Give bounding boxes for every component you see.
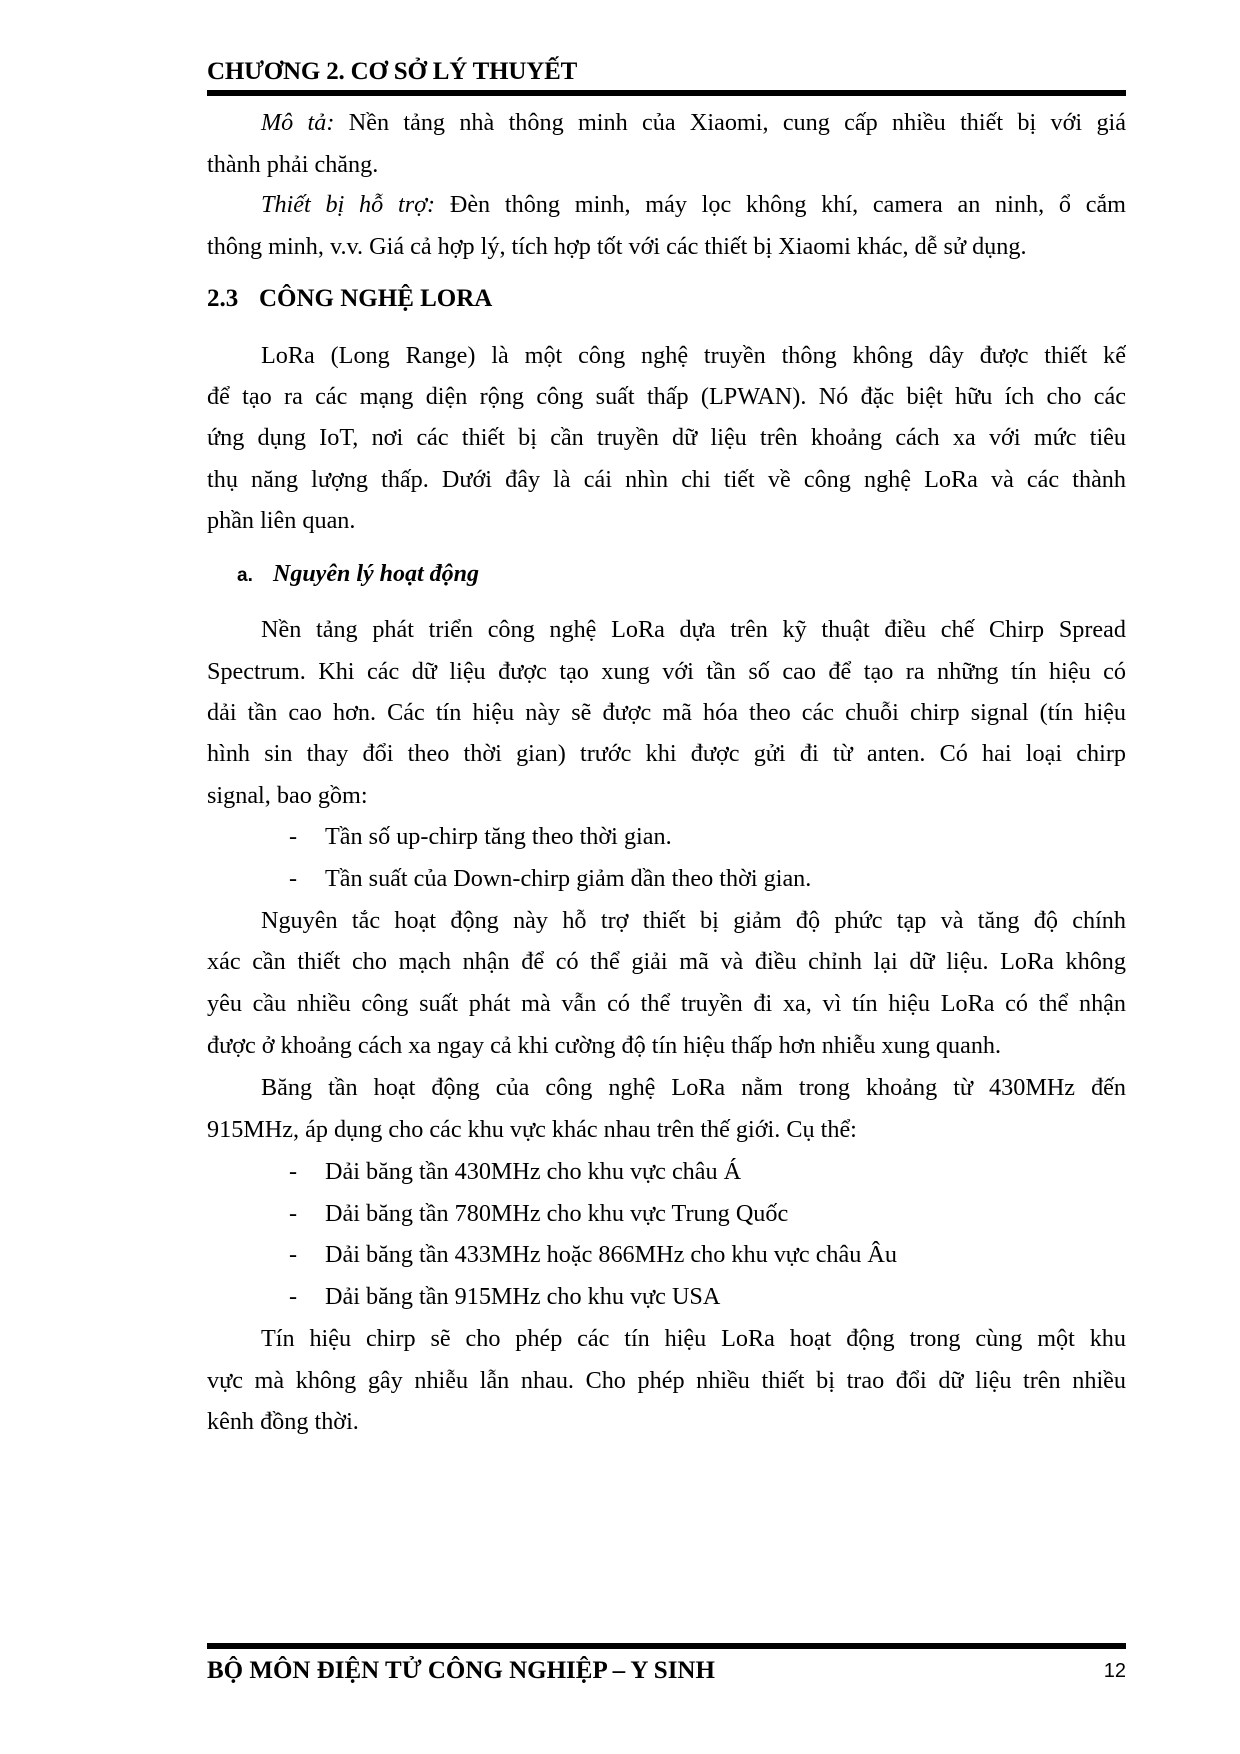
operation-para-line: yêu cầu nhiều công suất phát mà vẫn có thể truyền đi xa, vì tín hiệu LoRa có thể nhận [207,990,1126,1017]
devices-line-2: thông minh, v.v. Giá cả hợp lý, tích hợp tốt với các thiết bị Xiaomi khác, dễ sử dụng. [207,233,1027,260]
principle-para-line: dải tần cao hơn. Các tín hiệu này sẽ được mã hóa theo các chuỗi chirp signal (tín hiệu [207,699,1126,726]
chirp-para-line: kênh đồng thời. [207,1408,359,1435]
footer-department: BỘ MÔN ĐIỆN TỬ CÔNG NGHIỆP – Y SINH [207,1657,715,1684]
lora-intro-line: ứng dụng IoT, nơi các thiết bị cần truyền dữ liệu trên khoảng cách xa với mức tiêu [207,424,1126,451]
subsection-marker: a. [237,565,253,586]
section-title: CÔNG NGHỆ LORA [259,285,493,312]
lora-intro-line: để tạo ra các mạng diện rộng công suất thấp (LPWAN). Nó đặc biệt hữu ích cho các [207,383,1126,410]
band-list-item: - Dải băng tần 915MHz cho khu vực USA [289,1283,721,1310]
dash-bullet-icon: - [289,1241,298,1268]
description-line-1: Mô tả: Nền tảng nhà thông minh của Xiaomi, cung cấp nhiều thiết bị với giá [261,109,1126,136]
dash-bullet-icon: - [289,1158,298,1185]
principle-para-line: hình sin thay đổi theo thời gian) trước khi được gửi đi từ anten. Có hai loại chirp [207,740,1126,767]
description-label: Mô tả: [261,109,335,136]
band-list-item: - Dải băng tần 433MHz hoặc 866MHz cho khu vực châu Âu [289,1241,897,1268]
subsection-heading [237,561,479,588]
dash-bullet-icon: - [289,865,298,892]
devices-label: Thiết bị hỗ trợ: [261,191,436,218]
band-list-item: - Dải băng tần 430MHz cho khu vực châu Á [289,1158,742,1185]
devices-line-1: Thiết bị hỗ trợ: Đèn thông minh, máy lọc không khí, camera an ninh, ổ cắm [261,191,1126,218]
chapter-header: CHƯƠNG 2. CƠ SỞ LÝ THUYẾT [207,58,578,85]
operation-para-line: được ở khoảng cách xa ngay cả khi cường độ tín hiệu thấp hơn nhiễu xung quanh. [207,1032,1002,1059]
section-heading [207,285,492,313]
band-list-item: - Dải băng tần 780MHz cho khu vực Trung Quốc [289,1200,789,1227]
subsection-title: Nguyên lý hoạt động [273,561,480,587]
description-line-2: thành phải chăng. [207,151,379,178]
band-para-line: 915MHz, áp dụng cho các khu vực khác nhau trên thế giới. Cụ thể: [207,1116,857,1143]
lora-intro-line: LoRa (Long Range) là một công nghệ truyền thông không dây được thiết kế [261,342,1126,369]
principle-para-line: Nền tảng phát triển công nghệ LoRa dựa trên kỹ thuật điều chế Chirp Spread [261,616,1126,643]
chirp-para-line: Tín hiệu chirp sẽ cho phép các tín hiệu LoRa hoạt động trong cùng một khu [261,1325,1126,1352]
page-number: 12 [1103,1660,1126,1682]
operation-para-line: xác cần thiết cho mạch nhận để có thể giải mã và điều chỉnh lại dữ liệu. LoRa không [207,948,1126,975]
principle-para-line: signal, bao gồm: [207,782,368,809]
band-para-line: Băng tần hoạt động của công nghệ LoRa nằm trong khoảng từ 430MHz đến [261,1074,1126,1101]
operation-para-line: Nguyên tắc hoạt động này hỗ trợ thiết bị giảm độ phức tạp và tăng độ chính [261,907,1126,934]
section-number: 2.3 [207,285,239,312]
lora-intro-line: thụ năng lượng thấp. Dưới đây là cái nhìn chi tiết về công nghệ LoRa và các thành [207,466,1126,493]
chirp-list-item: - Tần số up-chirp tăng theo thời gian. [289,823,672,850]
dash-bullet-icon: - [289,823,298,850]
lora-intro-line: phần liên quan. [207,507,356,534]
dash-bullet-icon: - [289,1283,298,1310]
header-divider [207,90,1126,96]
footer-divider [207,1643,1126,1649]
chirp-list-item: - Tần suất của Down-chirp giảm dần theo thời gian. [289,865,812,892]
dash-bullet-icon: - [289,1200,298,1227]
principle-para-line: Spectrum. Khi các dữ liệu được tạo xung với tần số cao để tạo ra những tín hiệu có [207,658,1126,685]
chirp-para-line: vực mà không gây nhiễu lẫn nhau. Cho phép nhiều thiết bị trao đổi dữ liệu trên nhiều [207,1367,1126,1394]
